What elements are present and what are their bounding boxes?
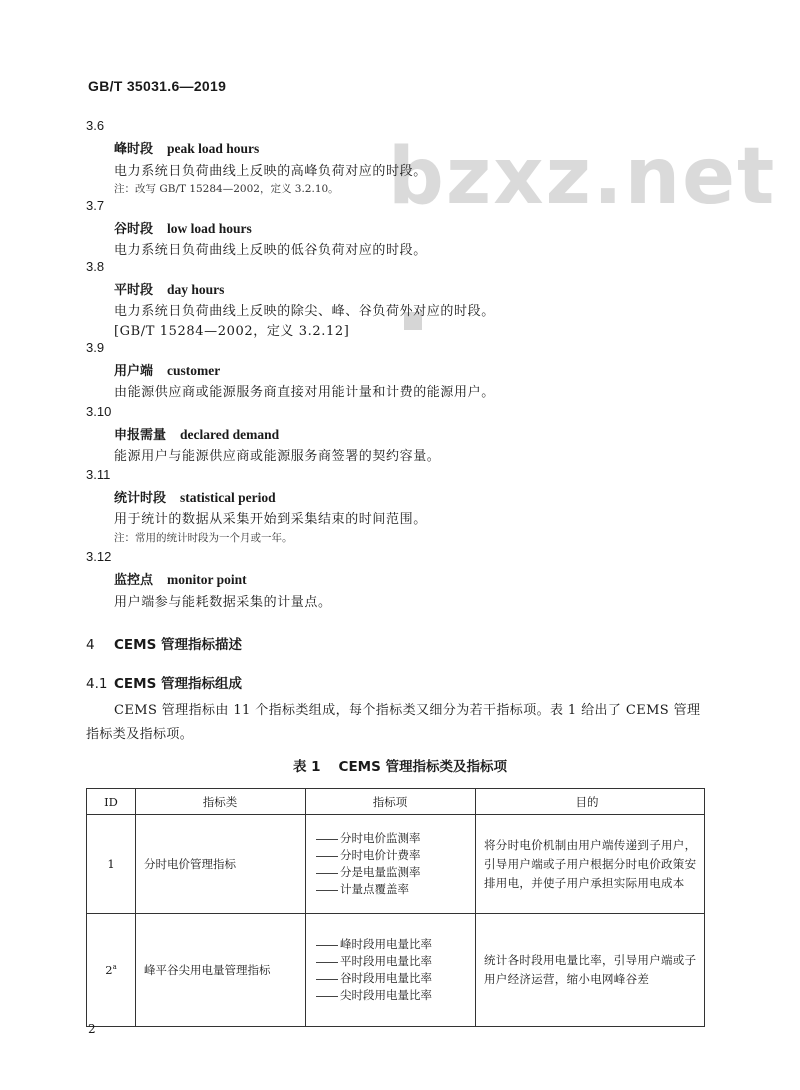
- term-en: statistical period: [180, 490, 276, 505]
- indicator-item: 分时电价计费率: [316, 847, 474, 864]
- header-id: ID: [87, 789, 136, 815]
- section-heading: [86, 633, 242, 653]
- cell-goal: 统计各时段用电量比率，引导用户端或子用户经济运营，缩小电网峰谷差: [476, 914, 705, 1027]
- cell-category: 分时电价管理指标: [136, 815, 306, 914]
- id-value: 1: [107, 857, 115, 871]
- term-definition: 由能源供应商或能源服务商直接对用能计量和计费的能源用户。: [114, 385, 495, 400]
- section-title: CEMS 管理指标描述: [114, 637, 242, 653]
- term-number: 3.9: [86, 340, 105, 355]
- cell-id: [87, 914, 136, 1027]
- term-number: 3.11: [86, 467, 111, 482]
- term-definition: 电力系统日负荷曲线上反映的除尖、峰、谷负荷外对应的时段。: [114, 304, 495, 319]
- term-en: peak load hours: [167, 141, 260, 156]
- term-en: declared demand: [180, 427, 280, 442]
- term-cn: 平时段: [114, 283, 154, 298]
- term-title: [114, 360, 220, 379]
- term-cn: 监控点: [114, 573, 154, 588]
- term-title: [114, 138, 259, 157]
- table-number: 表 1: [292, 759, 321, 775]
- cell-id: [87, 815, 136, 914]
- subsection-heading: [86, 672, 242, 692]
- header-goal: 目的: [476, 789, 705, 815]
- term-title: [114, 569, 247, 588]
- id-footnote: a: [112, 963, 117, 972]
- header-items: 指标项: [306, 789, 476, 815]
- standard-code: GB/T 35031.6—2019: [88, 78, 227, 94]
- subsection-title: CEMS 管理指标组成: [114, 676, 242, 692]
- section-number: 4: [86, 637, 95, 653]
- term-title: [114, 279, 224, 298]
- term-number: 3.10: [86, 404, 112, 419]
- term-title: [114, 218, 252, 237]
- term-number: 3.8: [86, 259, 105, 274]
- term-note: 注：常用的统计时段为一个月或一年。: [114, 532, 293, 544]
- term-number: 3.12: [86, 549, 112, 564]
- term-cn: 申报需量: [114, 428, 167, 443]
- table-row: [87, 914, 705, 1027]
- term-en: low load hours: [167, 221, 252, 236]
- term-en: monitor point: [167, 572, 247, 587]
- term-note: 注：改写 GB/T 15284—2002，定义 3.2.10。: [114, 183, 339, 195]
- watermark: bzxz.net: [388, 132, 777, 222]
- term-cn: 谷时段: [114, 222, 154, 237]
- term-definition: 能源用户与能源供应商或能源服务商签署的契约容量。: [114, 449, 441, 464]
- header-category: 指标类: [136, 789, 306, 815]
- indicator-item: 分是电量监测率: [316, 864, 474, 881]
- cell-goal: 将分时电价机制由用户端传递到子用户，引导用户端或子用户根据分时电价政策安排用电，并使子用户承担实际用电成本: [476, 815, 705, 914]
- term-definition: 用于统计的数据从采集开始到采集结束的时间范围。: [114, 512, 427, 527]
- indicator-item: 峰时段用电量比率: [316, 936, 474, 953]
- table-caption: [0, 755, 800, 775]
- term-title: [114, 487, 276, 506]
- indicator-item: 平时段用电量比率: [316, 953, 474, 970]
- term-definition: 电力系统日负荷曲线上反映的高峰负荷对应的时段。: [114, 164, 427, 179]
- table-header-row: [87, 789, 705, 815]
- term-cn: 用户端: [114, 364, 154, 379]
- body-paragraph: CEMS 管理指标由 11 个指标类组成，每个指标类又细分为若干指标项。表 1 给出了 CEMS 管理指标类及指标项。: [86, 703, 701, 742]
- term-definition: 用户端参与能耗数据采集的计量点。: [114, 595, 332, 610]
- term-source: [GB/T 15284—2002，定义 3.2.12]: [114, 324, 350, 339]
- table-row: [87, 815, 705, 914]
- term-number: 3.7: [86, 198, 105, 213]
- indicator-table: [86, 788, 705, 1027]
- id-value: 2: [105, 963, 113, 977]
- page-number: 2: [88, 1022, 96, 1036]
- indicator-item: 计量点覆盖率: [316, 881, 474, 898]
- cell-category: 峰平谷尖用电量管理指标: [136, 914, 306, 1027]
- indicator-item: 分时电价监测率: [316, 830, 474, 847]
- term-title: [114, 424, 279, 443]
- subsection-number: 4.1: [86, 676, 108, 692]
- table-title: CEMS 管理指标类及指标项: [338, 759, 508, 775]
- term-cn: 峰时段: [114, 142, 154, 157]
- term-definition: 电力系统日负荷曲线上反映的低谷负荷对应的时段。: [114, 243, 427, 258]
- indicator-item: 谷时段用电量比率: [316, 970, 474, 987]
- cell-items: [306, 815, 476, 914]
- term-en: day hours: [167, 282, 225, 297]
- term-en: customer: [167, 363, 221, 378]
- cell-items: [306, 914, 476, 1027]
- indicator-item: 尖时段用电量比率: [316, 987, 474, 1004]
- term-number: 3.6: [86, 118, 105, 133]
- term-cn: 统计时段: [114, 491, 167, 506]
